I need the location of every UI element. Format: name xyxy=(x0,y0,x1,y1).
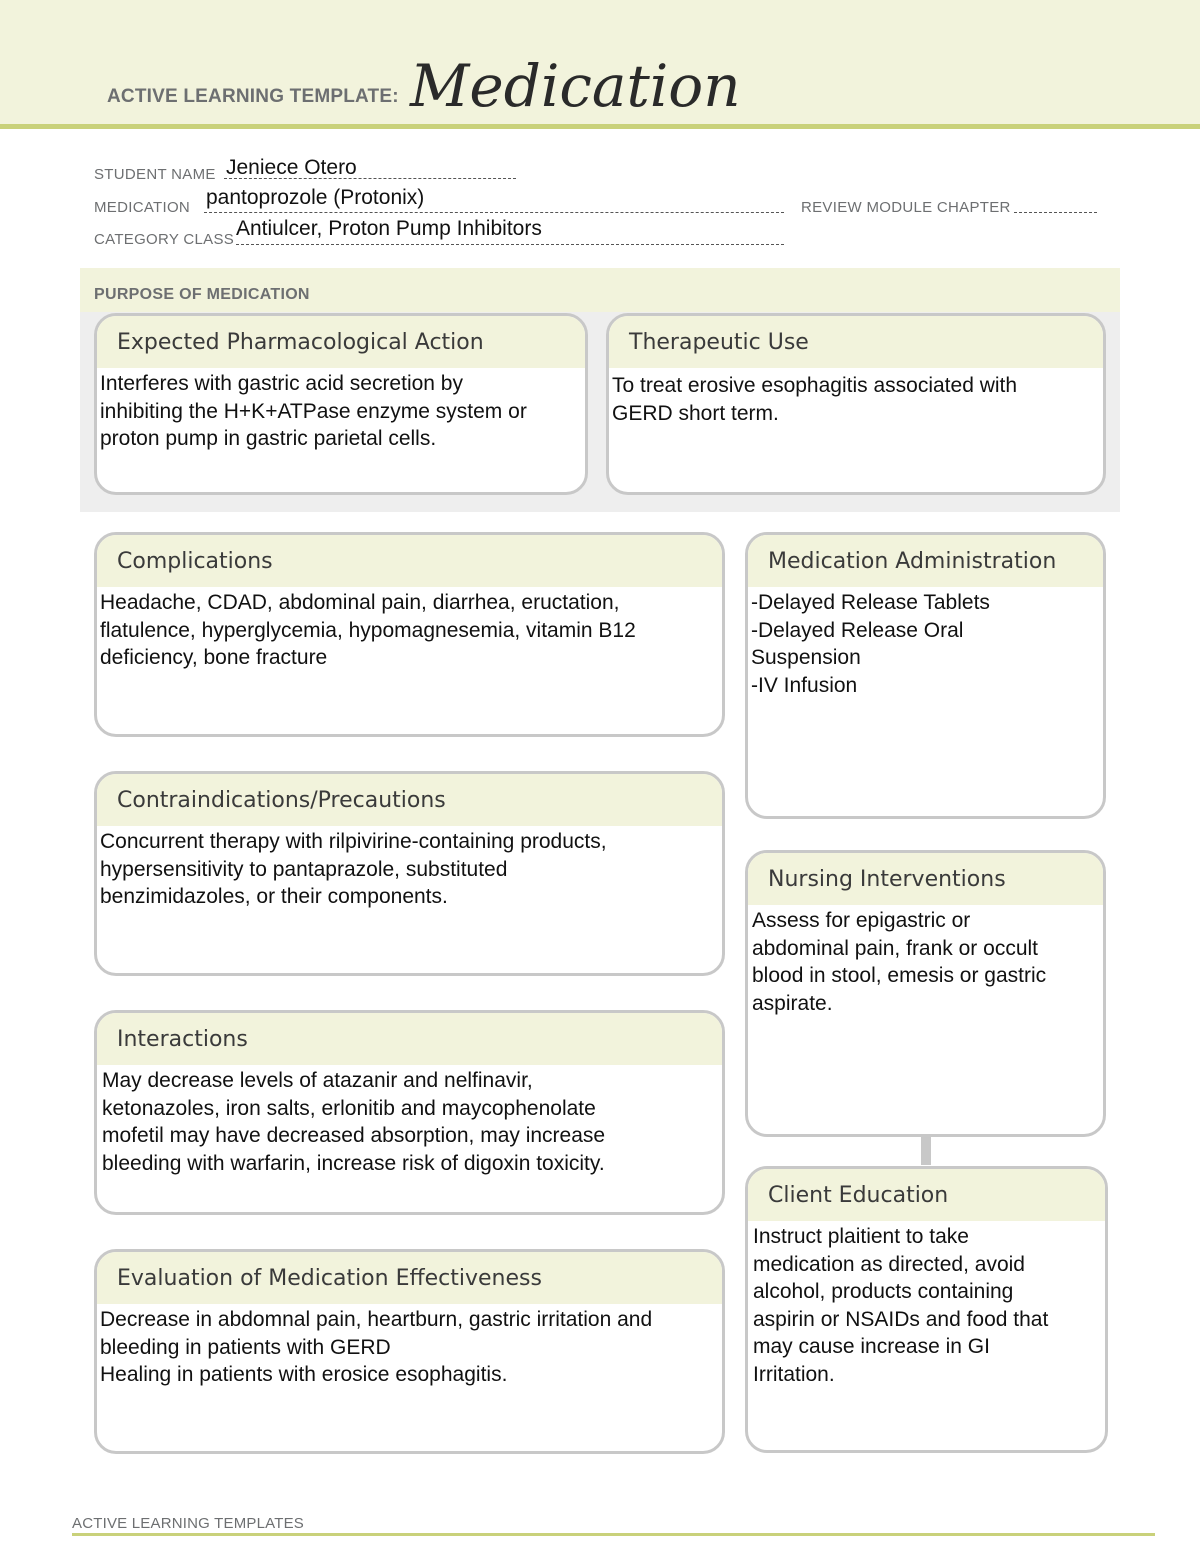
therapeutic-use-box xyxy=(606,313,1106,495)
nursing-interventions-text[interactable]: Assess for epigastric or abdominal pain, frank or occult blood in stool, emesis or gastric aspirate. xyxy=(752,909,1047,1015)
complications-text[interactable]: Headache, CDAD, abdominal pain, diarrhea, eructation, flatulence, hyperglycemia, hypomagnesemia, vitamin B12 deficiency, bone fracture xyxy=(100,591,636,669)
contraindications-text[interactable]: Concurrent therapy with rilpivirine-containing products, hypersensitivity to pantaprazole, substituted benzimidazoles, or their components. xyxy=(100,830,607,908)
nursing-interventions-heading: Nursing Interventions xyxy=(748,853,1103,905)
contraindications-heading: Contraindications/Precautions xyxy=(97,774,722,826)
interactions-box xyxy=(94,1010,725,1215)
category-class-value[interactable]: Antiulcer, Proton Pump Inhibitors xyxy=(236,217,542,240)
template-label: ACTIVE LEARNING TEMPLATE: xyxy=(107,86,399,107)
student-name-label: STUDENT NAME xyxy=(94,166,216,183)
client-education-heading: Client Education xyxy=(748,1169,1105,1221)
category-class-underline xyxy=(236,244,784,245)
review-module-underline[interactable] xyxy=(1014,212,1097,213)
medication-label: MEDICATION xyxy=(94,199,191,216)
category-class-label: CATEGORY CLASS xyxy=(94,231,235,248)
complications-heading: Complications xyxy=(97,535,722,587)
expected-action-heading: Expected Pharmacological Action xyxy=(97,316,585,368)
medication-administration-text[interactable]: -Delayed Release Tablets -Delayed Release Oral Suspension -IV Infusion xyxy=(751,591,990,697)
template-title: Medication xyxy=(410,52,741,120)
purpose-title: PURPOSE OF MEDICATION xyxy=(94,286,310,303)
evaluation-heading: Evaluation of Medication Effectiveness xyxy=(97,1252,722,1304)
interactions-text[interactable]: May decrease levels of atazanir and nelfinavir, ketonazoles, iron salts, erlonitib and maycophenolate mofetil may have decreased absorption, may increase bleeding with warfarin, increase risk of digoxin toxicity. xyxy=(102,1069,606,1175)
expected-action-text[interactable]: Interferes with gastric acid secretion by inhibiting the H+K+ATPase enzyme system or proton pump in gastric parietal cells. xyxy=(100,372,527,450)
expected-action-box xyxy=(94,313,588,495)
contraindications-box xyxy=(94,771,725,976)
review-module-label: REVIEW MODULE CHAPTER xyxy=(801,199,1011,216)
footer-rule xyxy=(72,1533,1155,1536)
medication-administration-heading: Medication Administration xyxy=(748,535,1103,587)
evaluation-box xyxy=(94,1249,725,1454)
student-name-value[interactable]: Jeniece Otero xyxy=(226,156,357,179)
client-education-text[interactable]: Instruct plaitient to take medication as directed, avoid alcohol, products containing aspirin or NSAIDs and food that may cause increase in GI Irritation. xyxy=(753,1225,1049,1386)
footer-label: ACTIVE LEARNING TEMPLATES xyxy=(72,1515,304,1532)
medication-administration-box xyxy=(745,532,1106,819)
interactions-heading: Interactions xyxy=(97,1013,722,1065)
nursing-interventions-box xyxy=(745,850,1106,1137)
client-education-box xyxy=(745,1166,1108,1453)
medication-underline xyxy=(204,212,784,213)
evaluation-text[interactable]: Decrease in abdomnal pain, heartburn, gastric irritation and bleeding in patients with GERD Healing in patients with erosice esophagitis. xyxy=(100,1308,653,1386)
medication-value[interactable]: pantoprozole (Protonix) xyxy=(206,186,425,209)
complications-box xyxy=(94,532,725,737)
connector-bar xyxy=(921,1137,931,1165)
therapeutic-use-text[interactable]: To treat erosive esophagitis associated with GERD short term. xyxy=(612,374,1018,425)
therapeutic-use-heading: Therapeutic Use xyxy=(609,316,1103,368)
